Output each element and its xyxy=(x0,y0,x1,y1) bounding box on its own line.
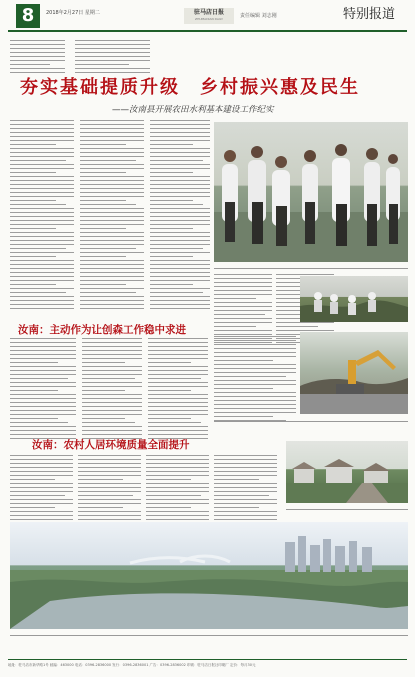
masthead-subtitle: ZHUMADIAN DAILY xyxy=(195,17,223,21)
intro-column-text-2 xyxy=(75,40,150,73)
officials-photo-illustration xyxy=(214,122,408,262)
issue-date: 2018年2月27日 星期二 xyxy=(46,10,100,16)
officials-photo-caption-line xyxy=(214,265,408,269)
page-header xyxy=(8,4,407,30)
editor-credit: 责任编辑 刘志刚 xyxy=(240,13,277,19)
wetland-panorama-photo xyxy=(10,522,408,629)
mid-article-column-3 xyxy=(148,338,208,439)
page-footer: 地址：驻马店市新华路1号 邮编：463000 电话：0396-2836000 发行：0396-2836001 广告：0396-2836002 印刷：驻马店日报社印刷厂 定价：每月30元 xyxy=(8,659,407,671)
mid-article-column-1 xyxy=(10,338,76,439)
village-photo xyxy=(286,441,408,503)
main-article-column-3 xyxy=(150,120,210,309)
section-title: 特别报道 xyxy=(342,7,395,22)
construction-photo-illustration xyxy=(300,332,408,414)
construction-photo-caption-line xyxy=(214,418,408,422)
officials-photo xyxy=(214,122,408,262)
field-photo xyxy=(300,276,408,322)
panorama-caption-line xyxy=(10,632,408,636)
construction-photo xyxy=(300,332,408,414)
main-subhead: ——汝南县开展农田水利基本建设工作纪实 xyxy=(112,105,274,115)
page-number: 8 xyxy=(16,4,40,28)
field-photo-illustration xyxy=(300,276,408,322)
bottom-article-title: 汝南：农村人居环境质量全面提升 xyxy=(32,439,190,451)
wetland-panorama-illustration xyxy=(10,522,408,629)
masthead-logo xyxy=(184,8,234,24)
mid-article-column-2 xyxy=(82,338,142,439)
right-column-text-1 xyxy=(214,274,272,343)
right-column-text-3 xyxy=(214,336,296,421)
intro-column-text xyxy=(10,40,65,73)
main-article-column-2 xyxy=(80,120,144,309)
village-photo-caption-line xyxy=(286,506,408,510)
main-headline: 夯实基础提质升级 乡村振兴惠及民生 xyxy=(20,77,360,98)
header-rule xyxy=(8,30,407,32)
village-photo-illustration xyxy=(286,441,408,503)
main-article-column-1 xyxy=(10,120,74,309)
mid-article-title: 汝南：主动作为让创森工作稳中求进 xyxy=(18,324,186,336)
masthead-title: 驻马店日报 xyxy=(193,9,224,16)
